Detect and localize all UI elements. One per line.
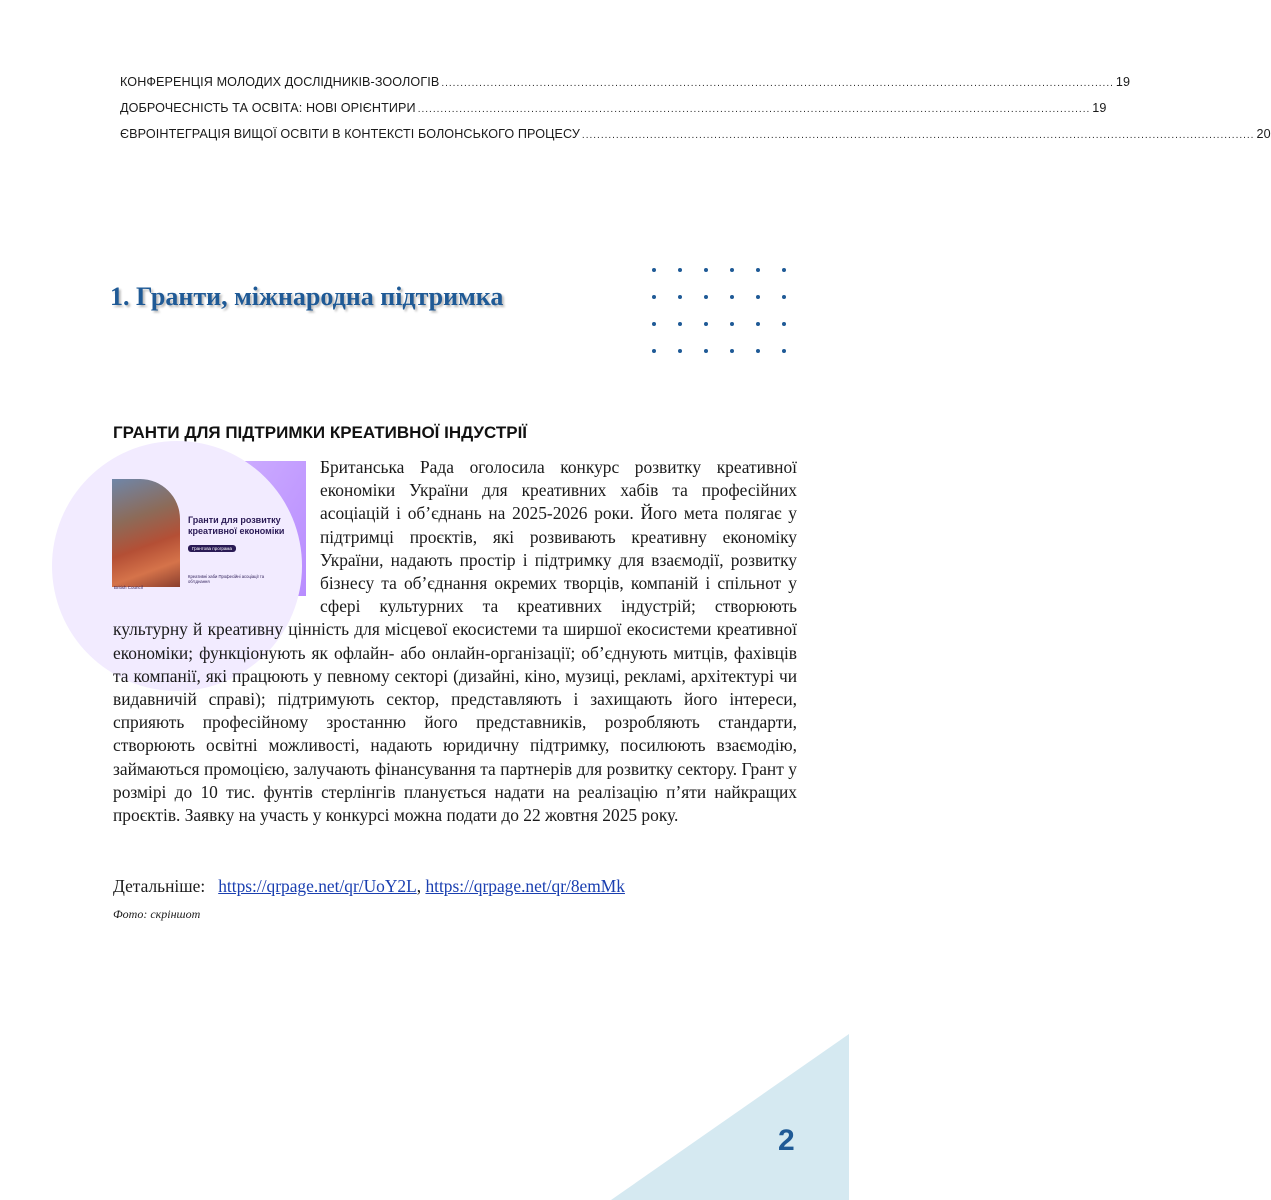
- decor-dot: [730, 295, 734, 299]
- article-title: ГРАНТИ ДЛЯ ПІДТРИМКИ КРЕАТИВНОЇ ІНДУСТРІЇ: [113, 423, 527, 442]
- decor-dot: [678, 349, 682, 353]
- decor-dot: [730, 268, 734, 272]
- image-badge: Грантова програма: [188, 545, 236, 552]
- section-heading: 1. Гранти, міжнародна підтримка: [110, 282, 504, 311]
- toc-entry-title: ДОБРОЧЕСНІСТЬ ТА ОСВІТА: НОВІ ОРІЄНТИРИ: [120, 101, 416, 115]
- details-line: [113, 876, 625, 897]
- decor-dot: [652, 322, 656, 326]
- details-label: Детальніше:: [113, 876, 206, 896]
- decorative-dot-grid: [652, 268, 808, 376]
- decor-dot: [730, 322, 734, 326]
- image-float-spacer: [113, 456, 320, 616]
- toc-leader: ..................................................................................................................................................................................: [441, 78, 1114, 89]
- toc-entry-page: 19: [1115, 75, 1131, 89]
- decor-dot: [756, 322, 760, 326]
- decor-dot: [730, 349, 734, 353]
- decor-dot: [756, 295, 760, 299]
- links-separator: ,: [416, 876, 422, 896]
- toc-leader: ..................................................................................................................................................................................: [417, 104, 1091, 115]
- toc-leader: ..................................................................................................................................................................................: [581, 130, 1255, 141]
- article-body-text: Британська Рада оголосила конкурс розвитку креативної економіки України для креативних хабів та професійних асоціацій і об’єднань на 2025-2026 роки. Його мета полягає у підтримці проєктів, які розвивають креативну економіку України, надають простір і підтримку для взаємодії, розвитку бізнесу та об’єднання окремих творців, компаній і спільнот у сфері культурних та креативних індустрій; створюють культурну й креативну цінність для місцевої екосистеми та ширшої екосистеми креативної економіки; функціонують як офлайн- або онлайн-організації; об’єднують митців, фахівців та компанії, які працюють у певному секторі (дизайні, кіно, музиці, рекламі, архітектурі чи видавничій справі); підтримують сектор, представляють і захищають його інтереси, сприяють професійному зростанню його представників, розробляють стандарти, створюють освітні можливості, надають юридичну підтримку, посилюють взаємодію, займаються промоцією, залучають фінансування та партнерів для розвитку сектору. Грант у розмірі до 10 тис. фунтів стерлінгів планується надати на реалізацію п’яти найкращих проєктів. Заявку на участь у конкурсі можна подати до 22 жовтня 2025 року.: [113, 457, 797, 826]
- decor-dot: [652, 295, 656, 299]
- toc-entry-title: ЄВРОІНТЕГРАЦІЯ ВИЩОЇ ОСВІТИ В КОНТЕКСТІ БОЛОНСЬКОГО ПРОЦЕСУ: [120, 127, 580, 141]
- toc-entry-page: 20: [1256, 127, 1271, 141]
- toc-entry[interactable]: [120, 127, 1271, 153]
- details-link-1[interactable]: https://qrpage.net/qr/UoY2L: [218, 876, 417, 896]
- article-body: [113, 456, 797, 827]
- decor-dot: [678, 268, 682, 272]
- decor-dot: [704, 295, 708, 299]
- decor-dot: [782, 268, 786, 272]
- details-link-2[interactable]: https://qrpage.net/qr/8emMk: [425, 876, 625, 896]
- photo-credit: Фото: скріншот: [113, 907, 201, 921]
- decor-dot: [652, 349, 656, 353]
- decor-dot: [652, 268, 656, 272]
- decor-dot: [678, 295, 682, 299]
- decor-dot: [704, 268, 708, 272]
- decor-dot: [678, 322, 682, 326]
- toc-entry-title: КОНФЕРЕНЦІЯ МОЛОДИХ ДОСЛІДНИКІВ-ЗООЛОГІВ: [120, 75, 440, 89]
- image-title: Гранти для розвитку креативної економіки: [188, 515, 285, 536]
- toc-entry[interactable]: [120, 75, 1131, 101]
- decor-dot: [756, 268, 760, 272]
- image-caption: Креативні хаби Професійні асоціації та об'єднання: [188, 574, 265, 584]
- british-council-logo: British Council: [114, 585, 143, 590]
- decor-dot: [756, 349, 760, 353]
- corner-triangle: [611, 1034, 849, 1200]
- decor-dot: [704, 349, 708, 353]
- decor-dot: [704, 322, 708, 326]
- toc-entry-page: 19: [1092, 101, 1107, 115]
- decor-dot: [782, 349, 786, 353]
- toc-entry[interactable]: [120, 101, 1107, 127]
- decor-dot: [782, 322, 786, 326]
- page-number: 2: [778, 1124, 795, 1157]
- decor-dot: [782, 295, 786, 299]
- table-of-contents: [120, 75, 1271, 153]
